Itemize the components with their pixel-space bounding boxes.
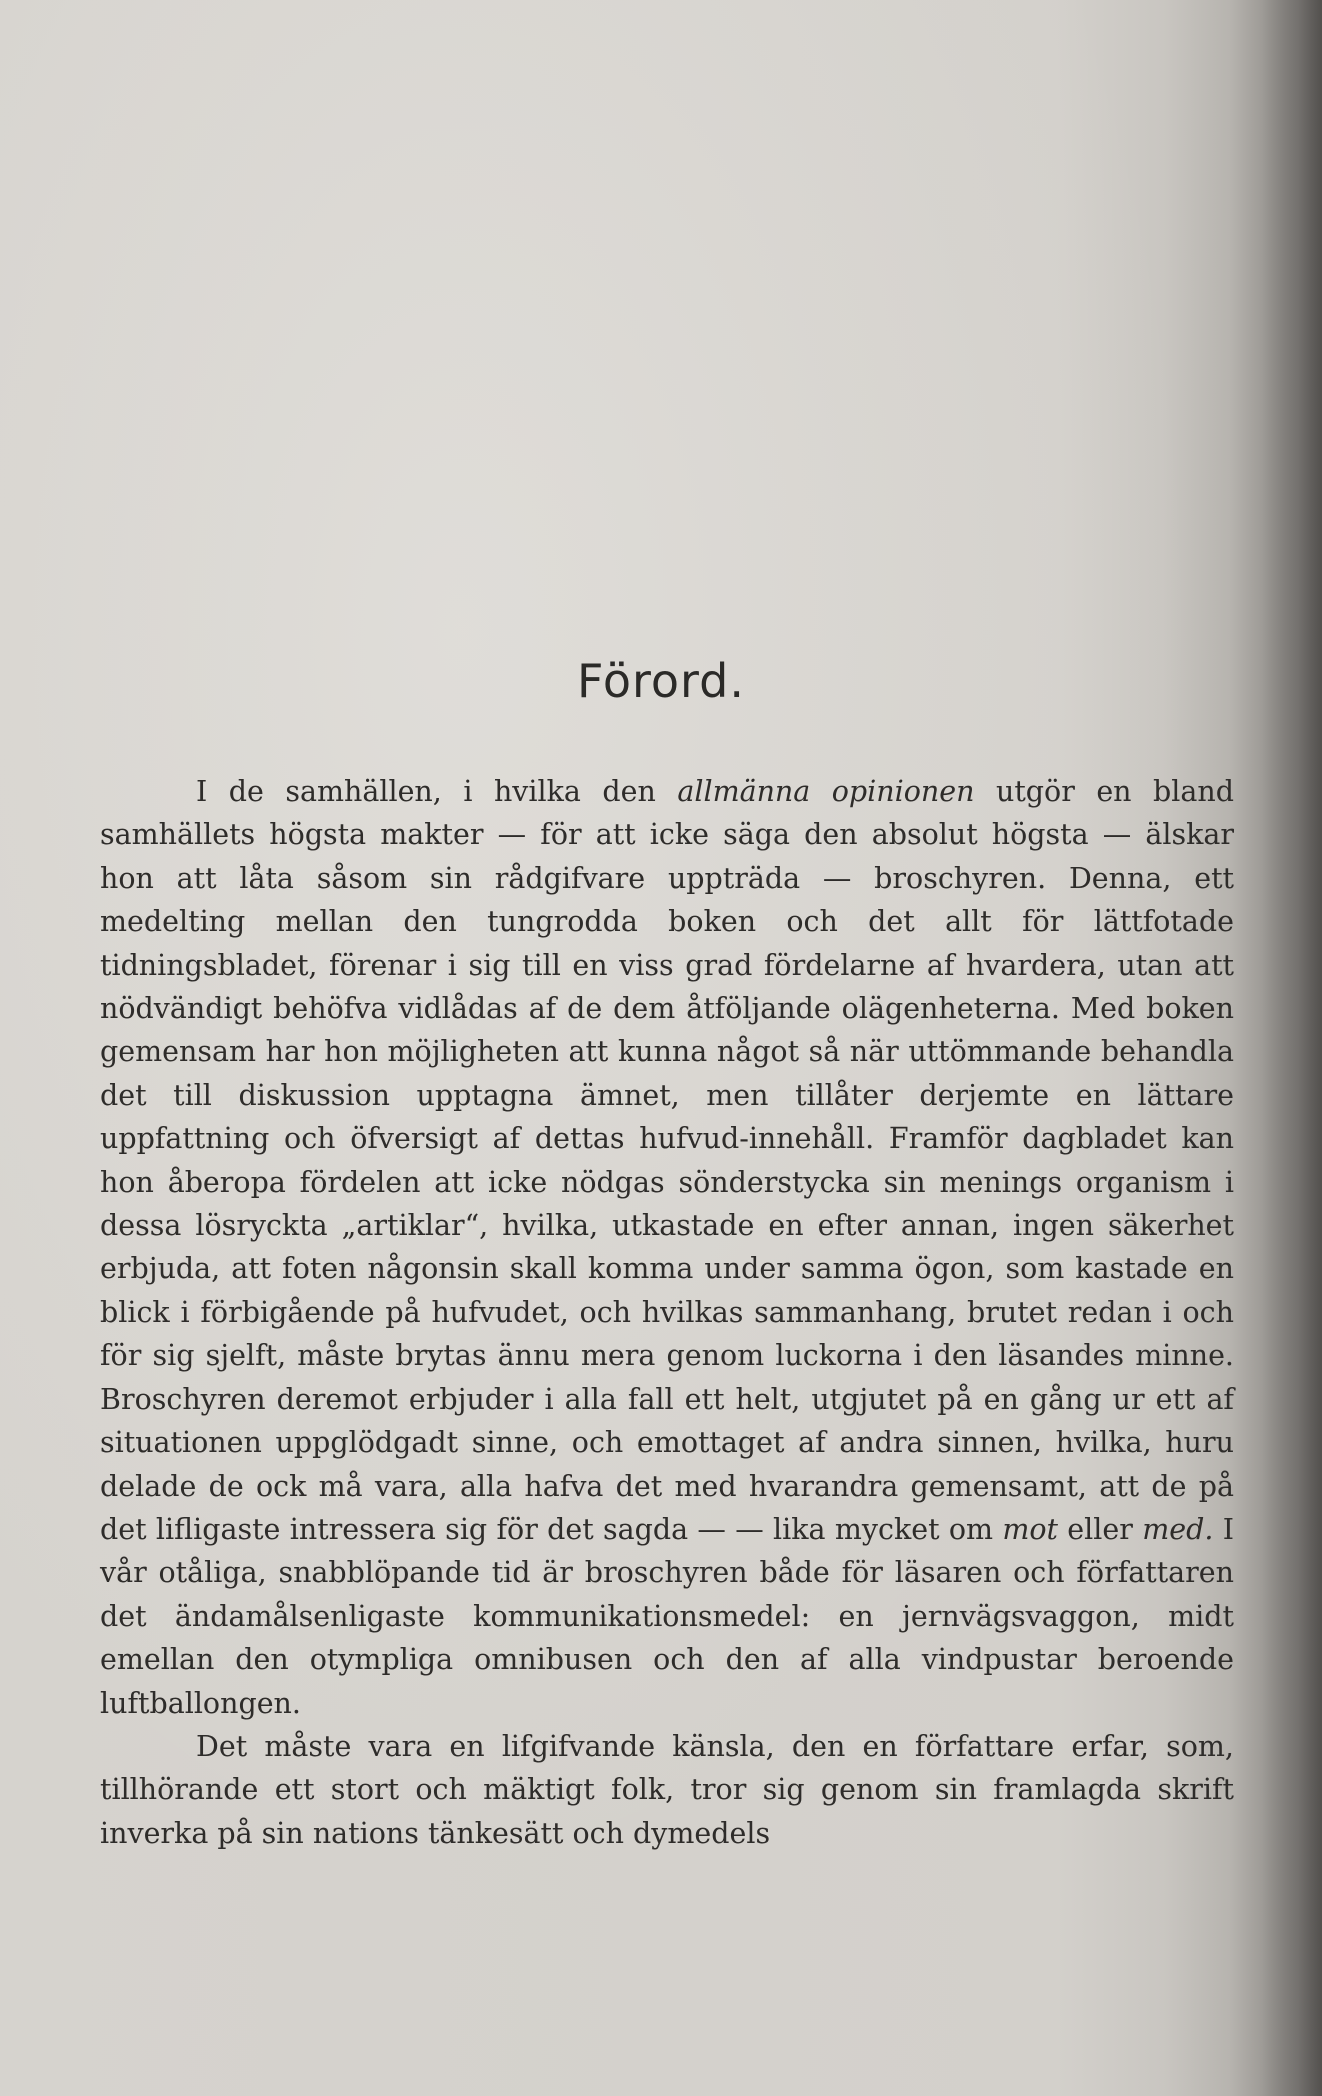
text-segment: Det måste vara en lifgifvande känsla, den en författare erfar, som, tillhörande ett stort och mäktigt folk, tror sig genom sin framlagda skrift inverka på sin nations tänkesätt och dymedels	[100, 1729, 1234, 1850]
paragraph	[100, 770, 1234, 1725]
text-segment: eller	[1057, 1512, 1143, 1546]
italic-text: mot	[1002, 1512, 1058, 1546]
text-segment: utgör en bland samhällets högsta makter — för att icke säga den absolut högsta — älskar hon att låta såsom sin rådgifvare uppträda — broschyren. Denna, ett medelting mellan den tungrodda boken och det allt för lättfotade tidningsbladet, förenar i sig till en viss grad fördelarne af hvardera, utan att nödvändigt behöfva vidlådas af de dem åtföljande olägenheterna. Med boken gemensam har hon möjligheten att kunna något så när uttömmande behandla det till diskussion upptagna ämnet, men tillåter derjemte en lättare uppfattning och öfversigt af dettas hufvud-innehåll. Framför dagbladet kan hon åberopa fördelen att icke nödgas sönderstycka sin menings organism i dessa lösryckta „artiklar“, hvilka, utkastade en efter annan, ingen säkerhet erbjuda, att foten någonsin skall komma under samma ögon, som kastade en blick i förbigående på hufvudet, och hvilkas sammanhang, brutet redan i och för sig sjelft, måste brytas ännu mera genom luckorna i den läsandes minne. Broschyren deremot erbjuder i alla fall ett helt, utgjutet på en gång ur ett af situationen uppglödgadt sinne, och emottaget af andra sinnen, hvilka, huru delade de ock må vara, alla hafva det med hvarandra gemensamt, att de på det lifligaste intressera sig för det sagda — — lika mycket om	[100, 775, 1234, 1546]
italic-text: med.	[1142, 1512, 1214, 1546]
preface-text	[100, 770, 1234, 1855]
text-segment: I vår otåliga, snabblöpande tid är broschyren både för läsaren och författaren det ändamålsenligaste kommunikationsmedel: en jernvägsvaggon, midt emellan den otympliga omnibusen och den af alla vindpustar beroende luftballongen.	[100, 1512, 1234, 1720]
binding-shadow	[1262, 0, 1322, 2096]
text-segment: I de samhällen, i hvilka den	[196, 775, 678, 808]
italic-text: allmänna opinionen	[677, 775, 975, 808]
paragraph	[100, 1725, 1234, 1855]
page-title: Förord.	[577, 654, 745, 708]
